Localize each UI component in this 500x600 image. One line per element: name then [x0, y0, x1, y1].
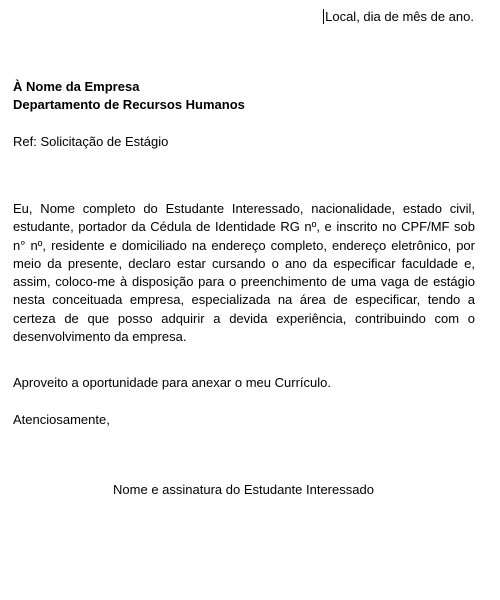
- closing-sentence: Aproveito a oportunidade para anexar o meu Currículo.: [13, 375, 331, 390]
- reference-line: Ref: Solicitação de Estágio: [13, 134, 169, 149]
- place-date-line: [323, 8, 474, 26]
- regards-line: Atenciosamente,: [13, 412, 110, 427]
- recipient-block: [13, 78, 245, 114]
- letter-body: Eu, Nome completo do Estudante Interessado, nacionalidade, estado civil, estudante, portador da Cédula de Identidade RG nº, e inscrito no CPF/MF sob n° nº, residente e domiciliado na endereço completo, endereço eletrônico, por meio da presente, declaro estar cursando o ano da especificar faculdade e, assim, coloco-me à disposição para o preenchimento de uma vaga de estágio nesta conceituada empresa, especializada na área de especificar, tendo a certeza de que posso adquirir a devida experiência, contribuindo com o desenvolvimento da empresa.: [13, 201, 475, 345]
- recipient-company: À Nome da Empresa: [13, 79, 140, 94]
- signature-line: Nome e assinatura do Estudante Interessado: [113, 482, 374, 497]
- place-date-text: Local, dia de mês de ano.: [325, 9, 474, 24]
- recipient-department: Departamento de Recursos Humanos: [13, 97, 245, 112]
- text-cursor: [323, 9, 324, 24]
